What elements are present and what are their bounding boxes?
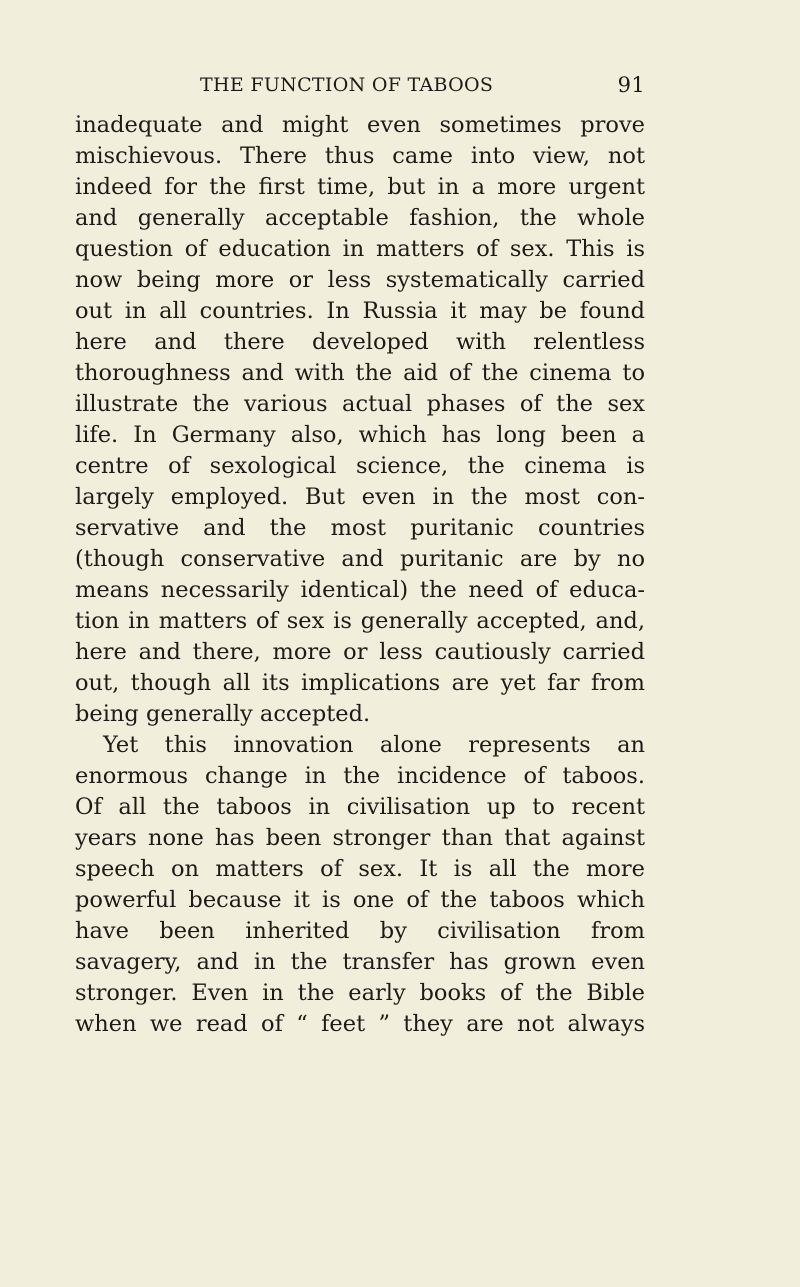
text-line: out in all countries. In Russia it may be found [75, 298, 645, 324]
text-line: Yet this innovation alone represents an [103, 732, 645, 758]
text-line: here and there, more or less cautiously carried [75, 639, 645, 665]
page-number: 91 [617, 73, 645, 97]
text-line: indeed for the first time, but in a more urgent [75, 174, 645, 200]
text-line: when we read of “ feet ” they are not always [75, 1011, 645, 1037]
text-line: here and there developed with relentless [75, 329, 645, 355]
text-line: powerful because it is one of the taboos which [75, 887, 645, 913]
text-line: out, though all its implications are yet far from [75, 670, 645, 696]
text-line: illustrate the various actual phases of the sex [75, 391, 645, 417]
running-head [200, 70, 645, 100]
text-line: servative and the most puritanic countries [75, 515, 645, 541]
text-line: Of all the taboos in civilisation up to recent [75, 794, 645, 820]
text-line: and generally acceptable fashion, the whole [75, 205, 645, 231]
text-line: means necessarily identical) the need of educa- [75, 577, 645, 603]
paragraph-2 [75, 730, 645, 1040]
running-title: THE FUNCTION OF TABOOS [200, 74, 494, 96]
text-line: enormous change in the incidence of taboos. [75, 763, 645, 789]
text-line: mischievous. There thus came into view, not [75, 143, 645, 169]
text-line: (though conservative and puritanic are by no [75, 546, 645, 572]
text-line: speech on matters of sex. It is all the more [75, 856, 645, 882]
text-line: thoroughness and with the aid of the cinema to [75, 360, 645, 386]
text-line: now being more or less systematically carried [75, 267, 645, 293]
text-line: years none has been stronger than that against [75, 825, 645, 851]
text-line: question of education in matters of sex. This is [75, 236, 645, 262]
text-line: centre of sexological science, the cinema is [75, 453, 645, 479]
text-line: inadequate and might even sometimes prove [75, 112, 645, 138]
text-line: have been inherited by civilisation from [75, 918, 645, 944]
text-line: tion in matters of sex is generally accepted, and, [75, 608, 645, 634]
paragraph-1 [75, 110, 645, 730]
text-line: stronger. Even in the early books of the Bible [75, 980, 645, 1006]
text-line: being generally accepted. [75, 701, 371, 727]
text-line: savagery, and in the transfer has grown even [75, 949, 645, 975]
text-line: life. In Germany also, which has long been a [75, 422, 645, 448]
text-line: largely employed. But even in the most con- [75, 484, 645, 510]
body-text [75, 110, 645, 1040]
